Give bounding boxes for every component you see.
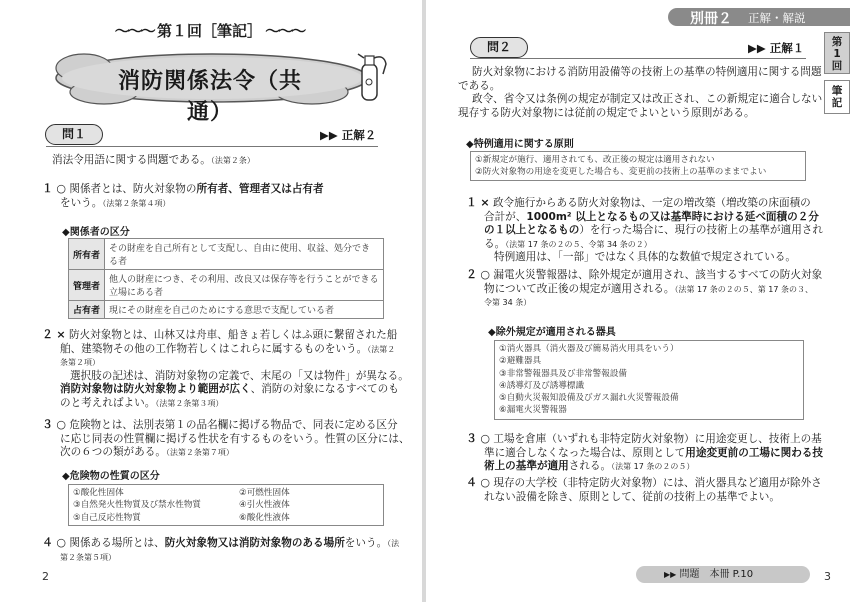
list-item: ①酸化性固体 <box>73 488 124 498</box>
page-number: 2 <box>42 570 49 583</box>
question-tag: 問２ <box>470 37 528 58</box>
answer-item-1: １ × 政令施行からある防火対象物は、一定の増改築（増改築の床面積の 合計が、1000m² 以上となるもの又は基準時における延べ面積の２分 の１以上となるもの）を行った場合に、現行の技術上の基準が適用され る。（法第 17 条の２の５、令第 34 条の２） 特例適用は、「一部」ではなく具体的な数値で規定されている。 <box>466 196 823 264</box>
row-body: 現にその財産を自己のためにする意思で支配している者 <box>105 301 384 319</box>
answer-label: ▶▶ 正解１ <box>748 41 805 55</box>
row-body: その財産を自己所有として支配し、自由に使用、収益、処分できる者 <box>105 239 384 270</box>
intro-paragraph: 防火対象物における消防用設備等の技術上の基準の特例適用に関する問題 である。 政令、省令又は条例の規定が制定又は改正され、この新規定に適合しない 現存する防火対象物には従前の規定でよいという原則がある。 <box>458 66 823 119</box>
table-row <box>69 239 384 270</box>
list-title: ◆危険物の性質の区分 <box>62 471 160 482</box>
list-item: ③自然発火性物質及び禁水性物質 <box>73 500 202 511</box>
answer-item-3: ３ ○ 工場を倉庫（いずれも非特定防火対象物）に用途変更し、技術上の基 準に適合しなくなった場合は、原則として用途変更前の工場に関わる技 術上の基準が適用される。（法第 17 条の２の５） <box>466 432 823 473</box>
list-item: ④引火性液体 <box>239 500 290 511</box>
row-body: 他人の財産につき、その利用、改良又は保存等を行うことができる立場にある者 <box>105 270 384 301</box>
box-title: ◆特例適用に関する原則 <box>466 139 574 150</box>
related-party-table <box>68 238 384 319</box>
answer-item-3: ３ ○ 危険物とは、法別表第１の品名欄に掲げる物品で、同表に定める区分 に応じ同表の性質欄に掲げる性状を有するものをいう。性質の区分には、 次の６つの類がある。（法第２条第７項） <box>42 418 410 459</box>
fire-extinguisher-icon <box>350 50 390 104</box>
list-item: ⑤自動火災報知設備及びガス漏れ火災警報設備 <box>499 393 679 404</box>
answer-item-2: ２ ○ 漏電火災警報器は、除外規定が適用され、該当するすべての防火対象 物について改正後の規定が適用される。（法第 17 条の２の５、第 17 条の３、 令第 34 条） <box>466 268 823 308</box>
list-item: ②可燃性固体 <box>239 488 290 498</box>
side-tab-type: 筆記 <box>824 80 850 114</box>
table-row <box>69 301 384 319</box>
answer-item-4: ４ ○ 現存の大学校（非特定防火対象物）には、消火器具など適用が除外さ れない設備を除き、原則として、従前の技術上の基準でよい。 <box>466 476 822 503</box>
left-page <box>0 0 422 602</box>
chapter-title: 消防関係法令（共通） <box>117 68 302 125</box>
list-item: ④誘導灯及び誘導標識 <box>499 380 585 391</box>
answer-item-2: ２ × 防火対象物とは、山林又は舟車、船きょ若しくはふ頭に繋留された船 舶、建築物その他の工作物若しくはこれらに属するものをいう。（法第２ 条第２項） 選択肢の記述は、消防対象物の定義で、末尾の「又は物件」が異なる。 消防対象物は防火対象物より範囲が広く、消防の対象になるすべてのも のと考えればよい。（法第２条第３項） <box>42 328 409 409</box>
header-bar <box>668 8 850 26</box>
table-row <box>69 270 384 301</box>
list-title: ◆除外規定が適用される器具 <box>488 327 616 338</box>
list-item: ②避難器具 <box>499 356 542 367</box>
answer-item-1: １ ○ 関係者とは、防火対象物の所有者、管理者又は占有者 をいう。（法第２条第４項） <box>42 182 324 209</box>
special-rule-box: ①新規定が施行、適用されても、改正後の規定は適用されない ②防火対象物の用途を変更した場合も、変更前の技術上の基準のままでよい <box>470 151 806 181</box>
answer-label: ▶▶ 正解２ <box>320 128 377 142</box>
intro-text: 消法令用語に関する問題である。（法第２条） <box>52 154 255 166</box>
list-item: ⑤自己反応性物質 <box>73 512 141 523</box>
answer-item-4: ４ ○ 関係ある場所とは、防火対象物又は消防対象物のある場所をいう。（法 第２条第５項） <box>42 536 400 562</box>
side-tab-round: 第1回 <box>824 32 850 74</box>
table-title: ◆関係者の区分 <box>62 227 130 238</box>
question-tag: 問１ <box>45 124 103 145</box>
row-header: 占有者 <box>69 301 105 319</box>
list-item: ⑥漏電火災警報器 <box>499 405 567 416</box>
excluded-devices-list <box>494 340 804 420</box>
problem-reference-link[interactable]: ▶▶ 問題 本冊 P.10 <box>636 566 810 583</box>
arrow-icon: ▶▶ <box>664 570 677 579</box>
volume-label: 別冊２ <box>690 11 732 27</box>
list-item: ⑥酸化性液体 <box>239 512 290 523</box>
hazard-class-list <box>68 484 384 526</box>
header-subtitle: 正解・解説 <box>748 11 806 25</box>
list-item: ①消火器具（消火器及び簡易消火用具をいう） <box>499 344 679 354</box>
page-number: 3 <box>824 570 831 583</box>
row-header: 管理者 <box>69 270 105 301</box>
divider <box>470 58 806 59</box>
section-heading: 〜〜〜 第１回［筆記］ 〜〜〜 <box>114 22 305 40</box>
divider <box>46 146 378 147</box>
list-item: ③非常警報器具及び非常警報設備 <box>499 368 628 379</box>
right-page <box>426 0 850 602</box>
row-header: 所有者 <box>69 239 105 270</box>
